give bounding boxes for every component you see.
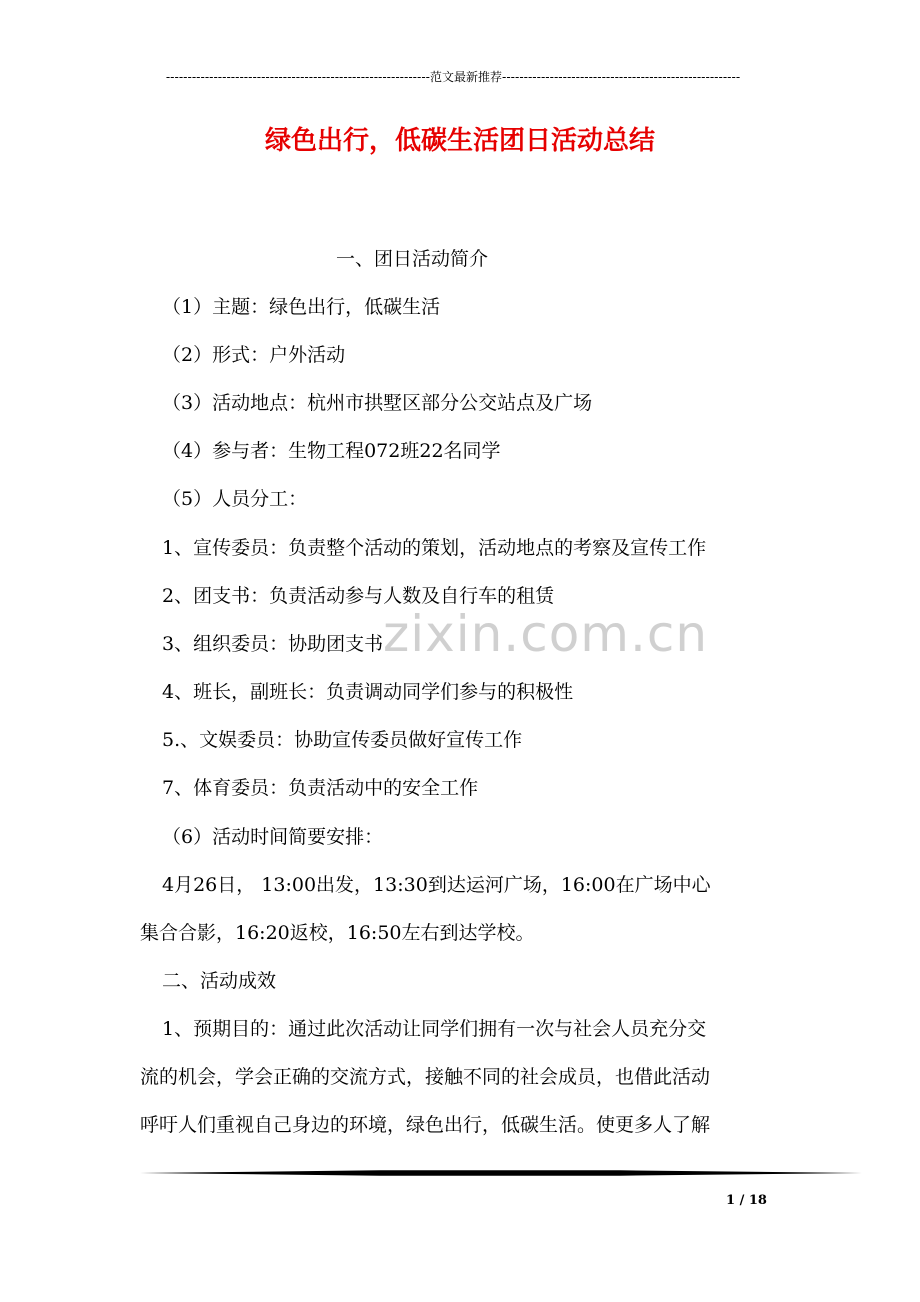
page-number: 1 / 18 — [726, 1193, 767, 1208]
paragraph-line: 1、宣传委员：负责整个活动的策划，活动地点的考察及宣传工作 — [162, 537, 707, 559]
paragraph-line: （3）活动地点：杭州市拱墅区部分公交站点及广场 — [162, 392, 593, 414]
paragraph-line: 5.、文娱委员：协助宣传委员做好宣传工作 — [162, 729, 523, 751]
paragraph-line: 2、团支书：负责活动参与人数及自行车的租赁 — [162, 585, 555, 607]
document-title: 绿色出行，低碳生活团日活动总结 — [264, 126, 655, 156]
paragraph-line: （5）人员分工： — [162, 488, 308, 510]
paragraph-line: 3、组织委员：协助团支书 — [162, 633, 384, 655]
section-heading: 一、团日活动简介 — [336, 248, 489, 270]
paragraph-line: 1、预期目的：通过此次活动让同学们拥有一次与社会人员充分交 — [162, 1018, 707, 1040]
paragraph-line: 7、体育委员：负责活动中的安全工作 — [162, 777, 479, 799]
paragraph-line: 4月26日， 13:00出发，13:30到达运河广场，16:00在广场中心 — [162, 874, 711, 896]
paragraph-line: （2）形式：户外活动 — [162, 344, 346, 366]
header-label: 范文最新推荐 — [429, 70, 502, 84]
paragraph-line: 呼吁人们重视自己身边的环境，绿色出行，低碳生活。使更多人了解 — [140, 1114, 711, 1136]
footer-divider — [140, 1170, 862, 1176]
paragraph-line: （4）参与者：生物工程072班22名同学 — [162, 440, 501, 462]
paragraph-line: 4、班长，副班长：负责调动同学们参与的积极性 — [162, 681, 574, 703]
page-header — [140, 68, 766, 85]
paragraph-line: （1）主题：绿色出行，低碳生活 — [162, 296, 441, 318]
paragraph-line: （6）活动时间简要安排： — [162, 826, 384, 848]
paragraph-line: 集合合影，16:20返校，16:50左右到达学校。 — [140, 922, 535, 944]
paragraph-line: 流的机会，学会正确的交流方式，接触不同的社会成员，也借此活动 — [140, 1066, 711, 1088]
section-heading: 二、活动成效 — [162, 970, 277, 992]
watermark: zixin.com.cn — [383, 605, 709, 663]
header-dashes-right: ------------------------------------------------------- — [502, 70, 741, 84]
header-dashes-left: ------------------------------------------------------------- — [165, 70, 430, 84]
